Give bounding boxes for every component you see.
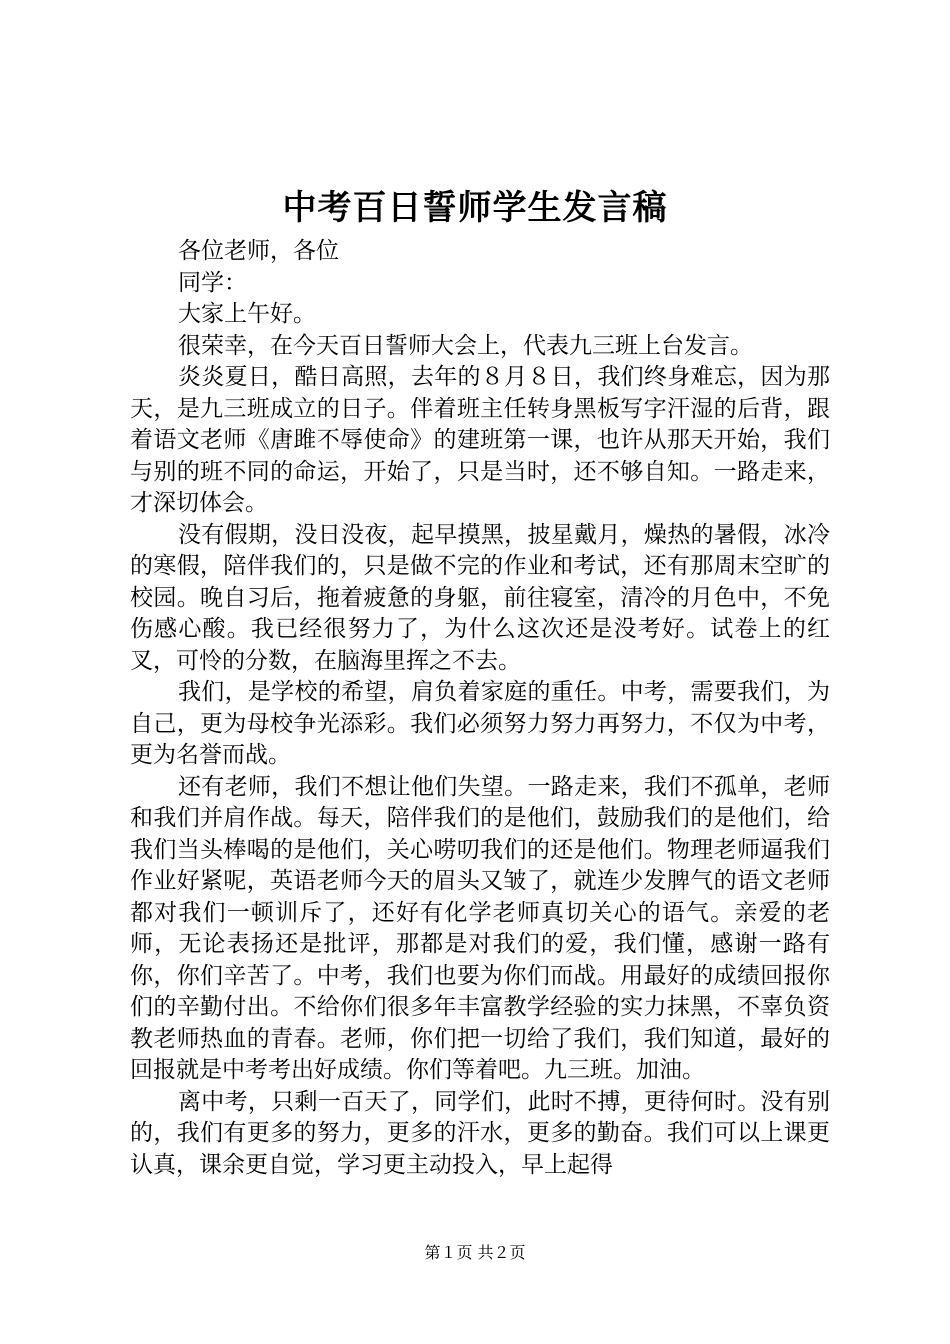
page-footer: 第１页 共２页 [424, 1243, 526, 1262]
paragraph-greeting: 大家上午好。 [178, 301, 316, 327]
paragraph-summer: 炎炎夏日，酷日高照，去年的８月８日，我们终身难忘，因为那天，是九三班成立的日子。伴着班主任转身黑板写字汗湿的后背，跟着语文老师《唐雎不辱使命》的建班第一课，也许从那天开始，我们与别的班不同的命运，开始了，只是当时，还不够自知。一路走来，才深切体会。 [130, 364, 830, 516]
paragraph-salutation-2: 同学： [178, 269, 247, 296]
document-title: 中考百日誓师学生发言稿 [282, 188, 668, 228]
paragraph-intro: 很荣幸，在今天百日誓师大会上，代表九三班上台发言。 [178, 332, 753, 359]
paragraph-school-hope: 我们，是学校的希望，肩负着家庭的重任。中考，需要我们，为自己，更为母校争光添彩。我们必须努力努力再努力，不仅为中考，更为名誉而战。 [130, 679, 830, 768]
paragraph-hundred-days: 离中考，只剩一百天了，同学们，此时不搏，更待何时。没有别的，我们有更多的努力，更多的汗水，更多的勤奋。我们可以上课更认真，课余更自觉，学习更主动投入，早上起得 [130, 1088, 830, 1178]
paragraph-teachers: 还有老师，我们不想让他们失望。一路走来，我们不孤单，老师和我们并肩作战。每天，陪伴我们的是他们，鼓励我们的是他们，给我们当头棒喝的是他们，关心唠叨我们的还是他们。物理老师逼我们作业好紧呢，英语老师今天的眉头又皱了，就连少发脾气的语文老师都对我们一顿训斥了，还好有化学老师真切关心的语气。亲爱的老师，无论表扬还是批评，那都是对我们的爱，我们懂，感谢一路有你，你们辛苦了。中考，我们也要为你们而战。用最好的成绩回报你们的辛勤付出。不给你们很多年丰富教学经验的实力抹黑，不辜负资教老师热血的青春。老师，你们把一切给了我们，我们知道，最好的回报就是中考考出好成绩。你们等着吧。九三班。加油。 [130, 773, 830, 1083]
document-body [130, 236, 830, 1181]
paragraph-salutation-1: 各位老师，各位 [178, 238, 339, 264]
paragraph-no-holiday: 没有假期，没日没夜，起早摸黑，披星戴月，燥热的暑假，冰冷的寒假，陪伴我们的，只是做不完的作业和考试，还有那周末空旷的校园。晚自习后，拖着疲惫的身躯，前往寝室，清冷的月色中，不免伤感心酸。我已经很努力了，为什么这次还是没考好。试卷上的红叉，可怜的分数，在脑海里挥之不去。 [130, 521, 830, 674]
